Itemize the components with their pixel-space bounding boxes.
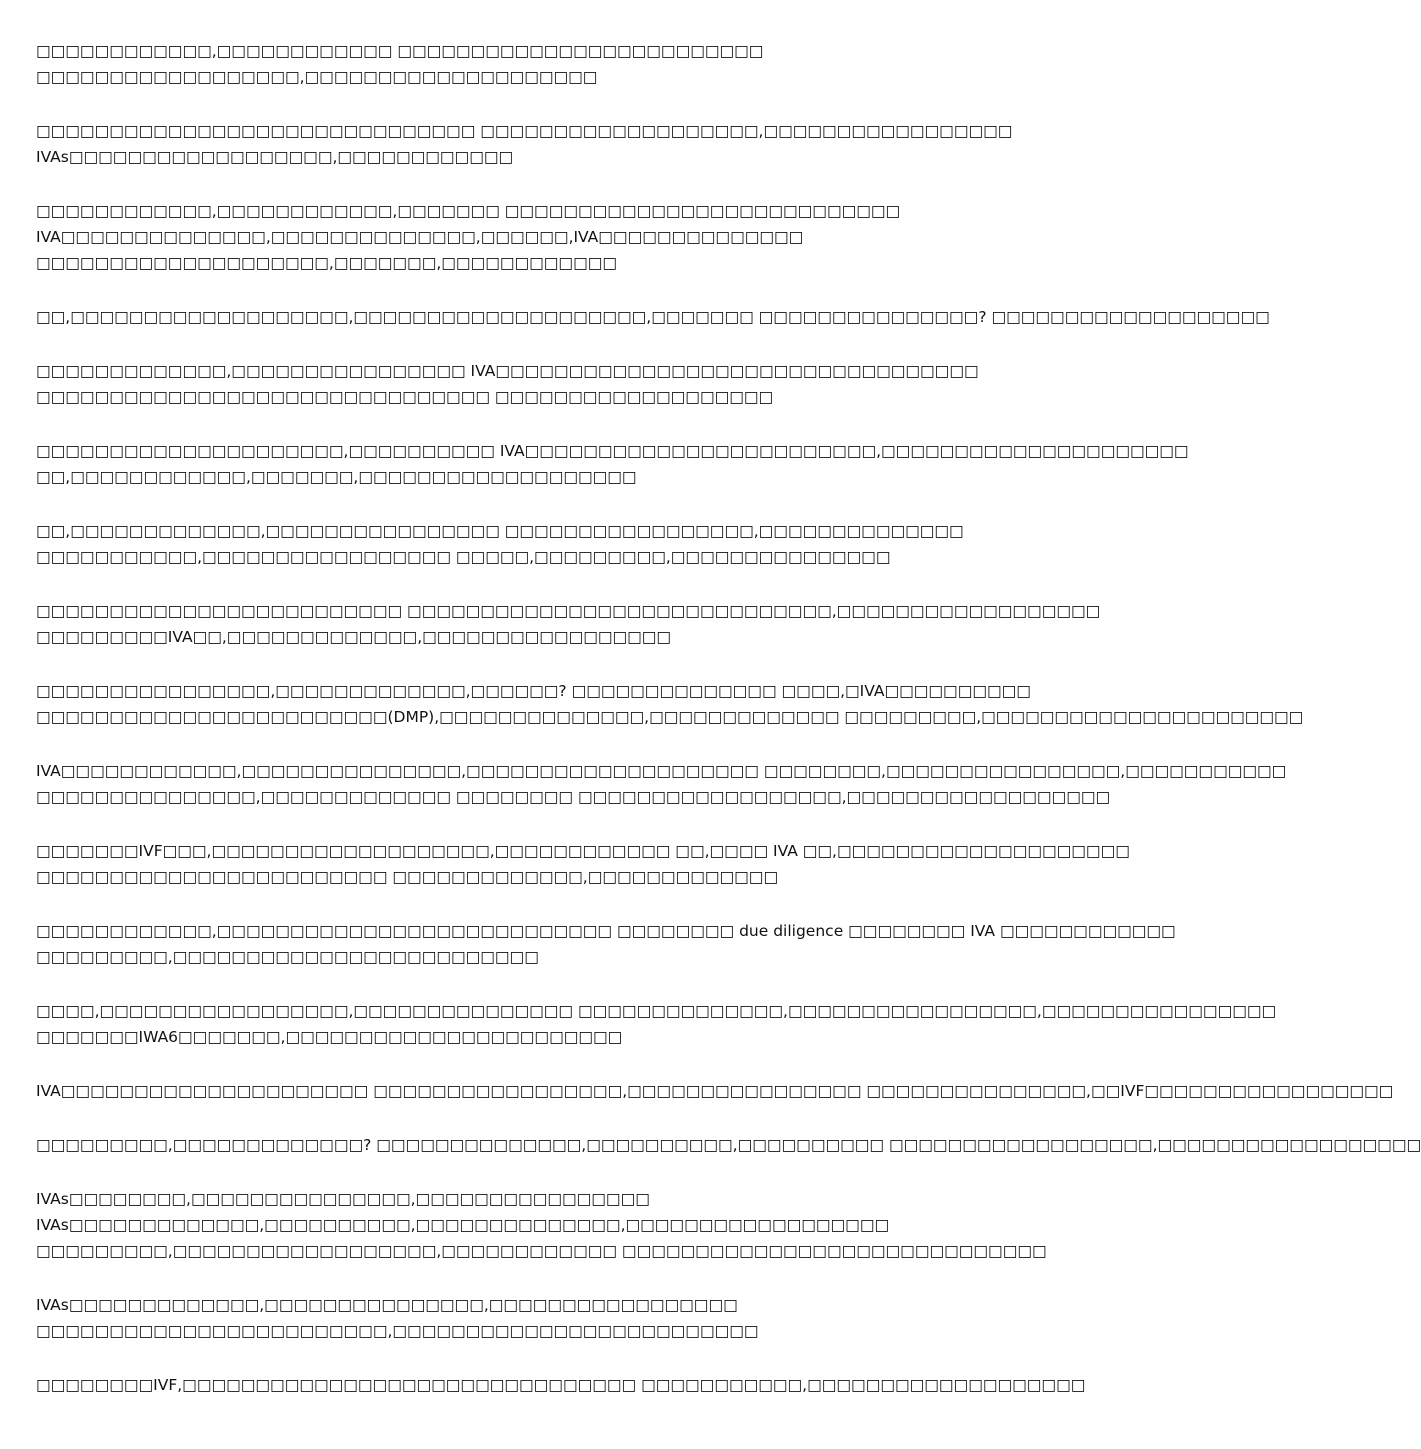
text-line: □□□□□□□□□□□□□□□□□□□□□□□□□□□□□□ □□□□□□□□□□□□□□□□□□□,□□□□□□□□□□□□□□□□□	[36, 122, 1013, 140]
text-line: □□□□□□□□□□□□□□□□□□□□□□□□□□□□□□□ □□□□□□□□□□□□□□□□□□□	[36, 388, 774, 406]
text-line: □□□□□□□□□□□□,□□□□□□□□□□□□,□□□□□□□ □□□□□□□□□□□□□□□□□□□□□□□□□□□	[36, 202, 901, 220]
document-page	[36, 38, 1421, 1426]
text-line: □□□□□□□□□□□□□□□□,□□□□□□□□□□□□□,□□□□□□? □□□□□□□□□□□□□□ □□□□,□IVA□□□□□□□□□□	[36, 682, 1031, 700]
text-line: IVAs□□□□□□□□□□□□□,□□□□□□□□□□□□□□□,□□□□□□□□□□□□□□□□□	[36, 1296, 738, 1314]
paragraph	[36, 118, 1013, 170]
text-line: □□□□□□□□□,□□□□□□□□□□□□□□□□□□□□□□□□□	[36, 948, 539, 966]
text-line: □□□□□□□□□□□□□□□,□□□□□□□□□□□□□ □□□□□□□□ □□□□□□□□□□□□□□□□□□,□□□□□□□□□□□□□□□□□□	[36, 788, 1111, 806]
paragraph	[36, 998, 1277, 1050]
paragraph	[36, 1372, 1086, 1398]
text-line: □□,□□□□□□□□□□□□□□□□□□□,□□□□□□□□□□□□□□□□□□□□,□□□□□□□ □□□□□□□□□□□□□□□? □□□□□□□□□□□□□□□□□□□	[36, 308, 1270, 326]
text-line: □□,□□□□□□□□□□□□,□□□□□□□,□□□□□□□□□□□□□□□□□□□	[36, 468, 637, 486]
text-line: □□□□□□□□□□□,□□□□□□□□□□□□□□□□□ □□□□□,□□□□□□□□□,□□□□□□□□□□□□□□□	[36, 548, 891, 566]
paragraph	[36, 1132, 1421, 1158]
text-line: IVA□□□□□□□□□□□□□□,□□□□□□□□□□□□□□,□□□□□□,IVA□□□□□□□□□□□□□□	[36, 228, 804, 246]
paragraph	[36, 1078, 1394, 1104]
text-line: □□□□□□□□□□□□,□□□□□□□□□□□□□□□□□□□□□□□□□□□ □□□□□□□□ due diligence □□□□□□□□ IVA □□□□□□□□□□□□	[36, 922, 1176, 940]
text-line: IVAs□□□□□□□□□□□□□□□□□□,□□□□□□□□□□□□	[36, 148, 514, 166]
paragraph	[36, 358, 996, 410]
text-line: □□□□□□□□□□□□□□□□□□,□□□□□□□□□□□□□□□□□□□□	[36, 68, 598, 86]
paragraph	[36, 1186, 1047, 1264]
paragraph	[36, 918, 1176, 970]
text-line: □□□□□□□□□□□□□□□□□□□□□□□□ □□□□□□□□□□□□□,□□□□□□□□□□□□□	[36, 868, 779, 886]
text-line: □□□□□□□□□IVA□□,□□□□□□□□□□□□□,□□□□□□□□□□□□□□□□□	[36, 628, 672, 646]
text-line: □□□□□□□IWA6□□□□□□□,□□□□□□□□□□□□□□□□□□□□□□□	[36, 1028, 623, 1046]
text-line: □□□□□□□□□,□□□□□□□□□□□□□? □□□□□□□□□□□□□□,□□□□□□□□□□,□□□□□□□□□□ □□□□□□□□□□□□□□□□□□,□□□□□□□□□□□□□□□□□□	[36, 1136, 1421, 1154]
paragraph	[36, 678, 1304, 730]
text-line: □□□□□□□□□□□□□□□□□□□□□□□□(DMP),□□□□□□□□□□□□□□,□□□□□□□□□□□□□ □□□□□□□□□,□□□□□□□□□□□□□□□□□□□□□□	[36, 708, 1304, 726]
paragraph	[36, 198, 996, 276]
paragraph	[36, 838, 1130, 890]
text-line: □□□□□□□□□□□□□,□□□□□□□□□□□□□□□□ IVA□□□□□□□□□□□□□□□□□□□□□□□□□□□□□□□□□	[36, 362, 979, 380]
paragraph	[36, 518, 996, 570]
text-line: □□□□□□□□□,□□□□□□□□□□□□□□□□□□,□□□□□□□□□□□□ □□□□□□□□□□□□□□□□□□□□□□□□□□□□□	[36, 1242, 1047, 1260]
text-line: IVAs□□□□□□□□□□□□□,□□□□□□□□□□,□□□□□□□□□□□□□□,□□□□□□□□□□□□□□□□□□	[36, 1216, 890, 1234]
paragraph	[36, 1292, 996, 1344]
text-line: IVAs□□□□□□□□,□□□□□□□□□□□□□□□,□□□□□□□□□□□□□□□□	[36, 1190, 650, 1208]
paragraph	[36, 304, 1270, 330]
text-line: IVA□□□□□□□□□□□□□□□□□□□□□ □□□□□□□□□□□□□□□□□,□□□□□□□□□□□□□□□□ □□□□□□□□□□□□□□□,□□IVF□□□□□□□□□□□□□□□□□	[36, 1082, 1394, 1100]
text-line: □□□□□□□□□□□□□□□□□□□□□□□□□ □□□□□□□□□□□□□□□□□□□□□□□□□□□□□,□□□□□□□□□□□□□□□□□□	[36, 602, 1101, 620]
text-line: □□□□□□□□□□□□□□□□□□□□,□□□□□□□,□□□□□□□□□□□□	[36, 254, 618, 272]
text-line: □□□□□□□IVF□□□,□□□□□□□□□□□□□□□□□□□,□□□□□□□□□□□□ □□,□□□□ IVA □□,□□□□□□□□□□□□□□□□□□□□	[36, 842, 1130, 860]
text-line: □□,□□□□□□□□□□□□□,□□□□□□□□□□□□□□□□ □□□□□□□□□□□□□□□□□,□□□□□□□□□□□□□□	[36, 522, 964, 540]
text-line: □□□□□□□□□□□□□□□□□□□□□,□□□□□□□□□□ IVA□□□□□□□□□□□□□□□□□□□□□□□□,□□□□□□□□□□□□□□□□□□□□□	[36, 442, 1189, 460]
text-line: IVA□□□□□□□□□□□□,□□□□□□□□□□□□□□□,□□□□□□□□□□□□□□□□□□□□ □□□□□□□□,□□□□□□□□□□□□□□□□,□□□□□□□□□□□	[36, 762, 1287, 780]
text-line: □□□□□□□□□□□□□□□□□□□□□□□□,□□□□□□□□□□□□□□□□□□□□□□□□□	[36, 1322, 759, 1340]
text-line: □□□□□□□□IVF,□□□□□□□□□□□□□□□□□□□□□□□□□□□□□□□ □□□□□□□□□□□,□□□□□□□□□□□□□□□□□□□	[36, 1376, 1086, 1394]
paragraph	[36, 38, 996, 90]
text-line: □□□□,□□□□□□□□□□□□□□□□□,□□□□□□□□□□□□□□□ □□□□□□□□□□□□□□,□□□□□□□□□□□□□□□□□,□□□□□□□□□□□□□□□□	[36, 1002, 1277, 1020]
paragraph	[36, 598, 1101, 650]
paragraph	[36, 758, 1287, 810]
text-line: □□□□□□□□□□□□,□□□□□□□□□□□□ □□□□□□□□□□□□□□□□□□□□□□□□□	[36, 42, 764, 60]
paragraph	[36, 438, 1189, 490]
